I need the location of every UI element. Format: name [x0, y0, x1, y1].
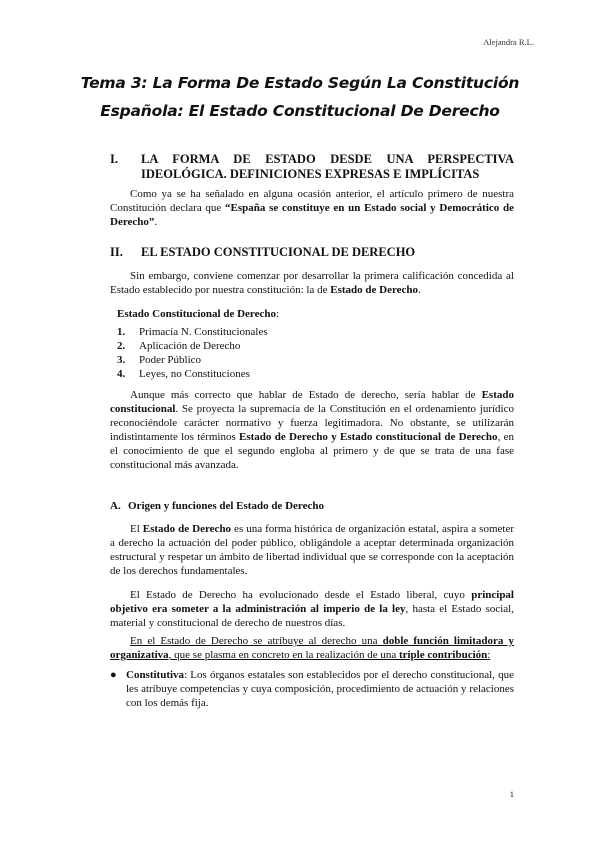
section-1-heading-line-1 — [141, 152, 514, 167]
bullet-icon: ● — [110, 669, 117, 681]
list-item — [117, 325, 279, 339]
section-2-heading: EL ESTADO CONSTITUCIONAL DE DERECHO — [141, 245, 416, 259]
s2-p1-a: Aunque más correcto que hablar de Estado de derecho, sería hablar de — [130, 389, 482, 401]
subsection-a-paragraph-3 — [110, 634, 514, 662]
section-2-intro — [110, 269, 514, 297]
section-2-number: II. — [110, 245, 123, 259]
section-1-paragraph — [110, 187, 514, 229]
sa-p2-c: , hasta el Estado social, material y constitucional de derecho de nuestros días. — [110, 603, 514, 629]
list-item-number: 4. — [117, 368, 126, 380]
bullet-label: Constitutiva — [126, 669, 185, 681]
constitutional-state-list — [117, 307, 279, 381]
s2-p1-c: . Se proyecta la supremacía de la Constitución en el ordenamiento jurídico reconociéndole carácter normativo y fuerza legitimadora. No obstante, se utilizarán indistintamente los términos — [110, 403, 514, 443]
title-line-1: Tema 3: La Forma De Estado Según La Constitución — [80, 74, 520, 92]
sa-p3-c: , que se plasma en concreto en la realización de una — [168, 649, 399, 661]
list-item-number: 1. — [117, 326, 126, 338]
list-item-text: Poder Público — [139, 354, 202, 366]
sa-p3-b: doble función limitadora y organizativa — [110, 635, 515, 661]
page-number: 1 — [509, 789, 514, 799]
list-item-text: Leyes, no Constituciones — [139, 368, 250, 380]
s1-text-c: . — [154, 216, 158, 228]
list-item-number: 2. — [117, 340, 126, 352]
section-1-number: I. — [110, 152, 118, 166]
subsection-a-heading — [110, 500, 324, 512]
list-item — [117, 339, 279, 353]
s2-p1-e: , en el conocimiento de que el segundo engloba al primero y de que se trata de una fase constitucional más avanzada. — [110, 431, 514, 471]
section-1-heading — [141, 152, 514, 182]
s2-p1-b: Estado constitucional — [110, 389, 514, 415]
list-title-colon: : — [276, 308, 280, 320]
s1-text-a: Como ya se ha señalado en alguna ocasión anterior, el artículo primero de nuestra Constitución declara que — [110, 188, 514, 214]
section-1-heading-line-2: IDEOLÓGICA. DEFINICIONES EXPRESAS E IMPLÍCITAS — [141, 167, 480, 181]
sa-p1-a: El — [130, 523, 143, 535]
list-item-text: Primacía N. Constitucionales — [139, 326, 268, 338]
bullet-item — [110, 668, 514, 710]
s2-intro-a: Sin embargo, conviene comenzar por desarrollar la primera calificación concedida al Estado establecido por nuestra constitución: la de — [110, 270, 514, 296]
list-item — [117, 353, 279, 367]
list-title-text: Estado Constitucional de Derecho — [117, 308, 276, 320]
sa-p2-a: El Estado de Derecho ha evolucionado desde el Estado liberal, cuyo — [130, 589, 472, 601]
subsection-a-paragraph-1 — [110, 522, 514, 578]
sa-p1-b: Estado de Derecho — [142, 523, 232, 535]
sa-p3-d: triple contribución — [398, 649, 488, 661]
section-1-heading-text-1: LA FORMA DE ESTADO DESDE UNA PERSPECTIVA — [141, 152, 514, 166]
s2-intro-c: . — [418, 284, 421, 296]
sa-p3-a: En el Estado de Derecho se atribuye al derecho una — [130, 635, 383, 647]
list-title — [117, 307, 279, 321]
s1-text-b: “España se constituye en un Estado social y Democrático de Derecho” — [110, 202, 514, 228]
s2-intro-b: Estado de Derecho — [330, 284, 419, 296]
document-title — [60, 69, 540, 125]
s2-p1-d: Estado de Derecho y Estado constitucional de Derecho — [239, 431, 498, 443]
section-2-paragraph — [110, 388, 514, 472]
subsection-a-paragraph-2 — [110, 588, 514, 630]
sa-p1-c: es una forma histórica de organización estatal, aspira a someter a derecho la actuación del poder público, obligándole a aceptar determinada organización estructural y respetar un ámbito de libertad individual que se corresponde con la aceptación de los derechos fundamentales. — [110, 523, 514, 577]
bullet-text — [126, 668, 514, 710]
subsection-a-title: Origen y funciones del Estado de Derecho — [128, 500, 324, 512]
title-line-2: Española: El Estado Constitucional De Derecho — [100, 102, 500, 120]
list-item-text: Aplicación de Derecho — [139, 340, 241, 352]
sa-p3-e: : — [487, 649, 491, 661]
sa-p2-b: principal objetivo era someter a la administración al imperio de la ley — [110, 589, 514, 615]
subsection-a-letter: A. — [110, 500, 121, 512]
list-item-number: 3. — [117, 354, 126, 366]
list-item — [117, 367, 279, 381]
author-header: Alejandra R.L. — [483, 37, 534, 47]
bullet-body: : Los órganos estatales son establecidos por el derecho constitucional, que les atribuye competencias y cuya composición, procedimiento de actuación y relaciones con los demás fija. — [126, 669, 514, 709]
